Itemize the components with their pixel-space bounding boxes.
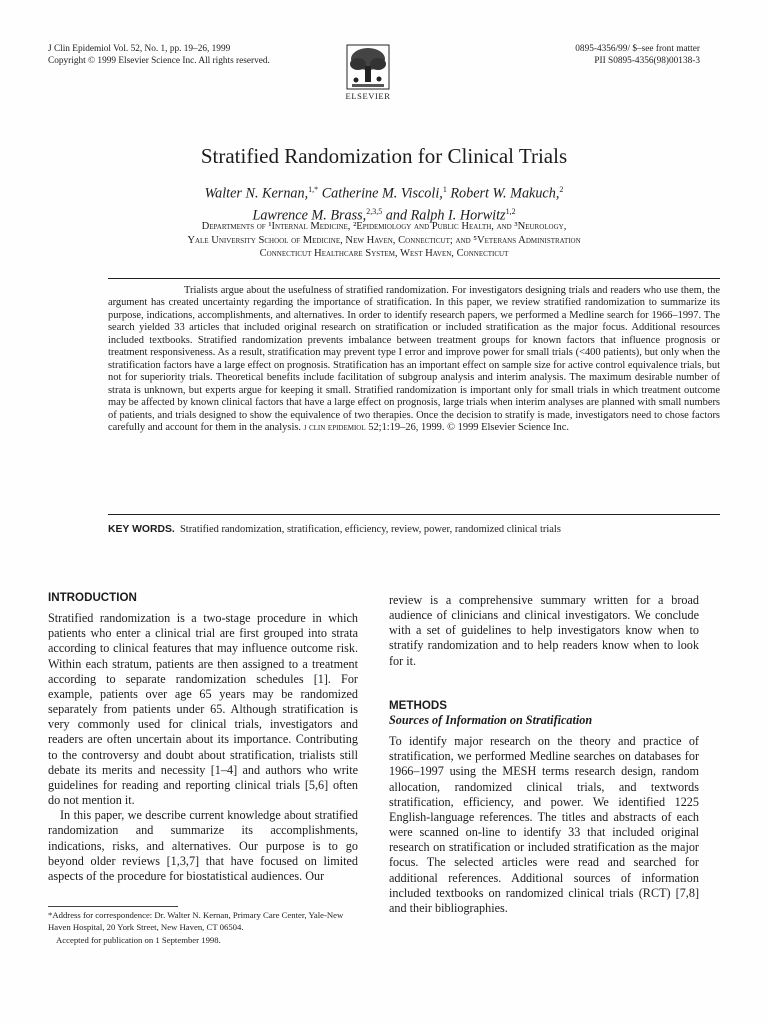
- author-affiliation-marker: 2,3,5: [366, 206, 383, 216]
- affiliation-line: Yale University School of Medicine, New Haven, Connecticut; and ⁵Veterans Administration: [187, 234, 581, 246]
- journal-header-right: [575, 44, 700, 67]
- left-column: [48, 590, 358, 884]
- abstract-citation: j clin epidemiol 52;1:19–26,: [303, 422, 419, 434]
- author-name: Ralph I. Horwitz: [410, 207, 506, 224]
- publisher-logo: [338, 44, 398, 101]
- author-affiliation-marker: 2: [559, 185, 564, 194]
- introduction-paragraph-2-continued: review is a comprehensive summary written for a broad audience of clinicians and clinical investigators. We conclude with a set of guidelines to help investigators know when to stratify randomization and to help readers know when to look for it.: [389, 593, 699, 668]
- author-affiliation-marker: 1: [442, 185, 447, 194]
- author-affiliation-marker: 1,2: [505, 206, 516, 216]
- section-heading-introduction: INTRODUCTION: [48, 591, 137, 604]
- abstract: [108, 285, 720, 435]
- section-gap: [389, 669, 699, 698]
- elsevier-tree-icon: [346, 44, 390, 90]
- accepted-footnote: Accepted for publication on 1 September 1998.: [56, 934, 221, 945]
- keywords: [108, 524, 720, 535]
- affiliation-line: Connecticut Healthcare System, West Haven, Connecticut: [259, 248, 509, 259]
- author-affiliation-marker: 1,*: [308, 185, 319, 194]
- author-name: Robert W. Makuch,: [450, 185, 560, 202]
- author-line-1: [0, 181, 768, 203]
- methods-paragraph-1: To identify major research on the theory and practice of stratification, we performed Medline searches on databases for 1966–1997 using the MESH terms research design, random allocation, randomized clinical trials, and textwords stratification, efficiency, and power. We identified 1225 English-language references. The titles and abstracts of each were scanned on-line to identify 33 that included original research on stratification or included stratification as the major focus. The selected articles were read and searched for additional references. Additional sources of information included textbooks on randomized clinical trials (RCT) [7,8] and their bibliographies.: [389, 734, 699, 915]
- footnote: [48, 909, 368, 946]
- price-line: 0895-4356/99/ $–see front matter: [575, 44, 700, 54]
- keywords-label: KEY WORDS.: [108, 524, 175, 535]
- author-list: [0, 181, 768, 224]
- abstract-bottom-rule: [108, 514, 720, 515]
- introduction-paragraph-1: Stratified randomization is a two-stage procedure in which patients who enter a clinical trial are first grouped into strata according to clinical features that may influence outcome risk. Within each stratum, patients are then assigned to a treatment according to separate randomization schedules [1]. For example, patients over age 65 years may be randomized separately from patients under 65. Although stratification is very commonly used for clinical trials, investigators and readers are often uncertain about its importance. Contributing to the controversy and doubt about stratification, trialists still debate its merits and necessity [1–4] and authors who write guidelines for reading and reporting clinical trials [5,6] often do not mention it.: [48, 611, 358, 808]
- section-heading-methods: METHODS: [389, 698, 447, 712]
- author-name: Lawrence M. Brass,: [252, 207, 367, 224]
- author-separator: and: [382, 207, 411, 224]
- right-column: [389, 593, 699, 916]
- pii-line: PII S0895-4356(98)00138-3: [594, 55, 700, 66]
- article-title: Stratified Randomization for Clinical Trials: [200, 144, 568, 168]
- copyright-line: Copyright © 1999 Elsevier Science Inc. All rights reserved.: [48, 55, 270, 66]
- publisher-logo-label: ELSEVIER: [345, 91, 391, 101]
- journal-header-left: [48, 44, 270, 67]
- abstract-top-rule: [108, 278, 720, 279]
- subsection-heading-sources: Sources of Information on Stratification: [389, 712, 593, 727]
- affiliations: [0, 220, 768, 261]
- footnote-rule: [48, 906, 178, 907]
- abstract-text: Trialists argue about the usefulness of stratified randomization. For investigators designing trials and readers who use them, the argument has created uncertainty regarding the importance of stratification. In this paper, we review stratified randomization to summarize its purpose, indications, accomplishments, and alternatives. In order to identify research papers, we performed a Medline search for 1966–1997. The search yielded 33 articles that included original research on stratification or included stratification as the major focus. Additional resources included textbooks. Stratified randomization prevents imbalance between treatment groups for known factors that influence prognosis or treatment responsiveness. As a result, stratification may prevent type I error and improve power for small trials (<400 patients), but only when the stratification factors have a large effect on prognosis. Stratification has an important effect on sample size for active control equivalence trials, but not for superiority trials. Theoretical benefits include facilitation of subgroup analysis and interim analysis. The maximum desirable number of strata is unknown, but experts argue for keeping it small. Stratified randomization is important only for small trials in which treatment outcome may be affected by known clinical factors that have a large effect on prognosis, large trials when interim analyses are planned with small numbers of patients, and trials designed to show the equivalence of two therapies. Once the decision to stratify is made, investigators need to chose factors carefully and account for them in the analysis.: [108, 285, 720, 434]
- abstract-copyright: 1999. © 1999 Elsevier Science Inc.: [421, 422, 569, 434]
- keywords-text: Stratified randomization, stratification, efficiency, review, power, randomized clinical trials: [180, 524, 561, 535]
- journal-citation-line: J Clin Epidemiol Vol. 52, No. 1, pp. 19–26, 1999: [48, 44, 231, 54]
- correspondence-footnote: *Address for correspondence: Dr. Walter N. Kernan, Primary Care Center, Yale-New Haven Hospital, 20 York Street, New Haven, CT 06504.: [48, 910, 344, 933]
- introduction-paragraph-2: In this paper, we describe current knowledge about stratified randomization and summarize its accomplishments, indications, risks, and alternatives. Our purpose is to go beyond older reviews [1,3,7] that have focused on limited aspects of the procedure for biostatistical audiences. Our: [48, 808, 358, 883]
- author-name: Catherine M. Viscoli,: [321, 185, 443, 202]
- affiliation-line: Departments of ¹Internal Medicine, ²Epidemiology and Public Health, and ³Neurology,: [201, 221, 567, 232]
- author-name: Walter N. Kernan,: [204, 185, 309, 202]
